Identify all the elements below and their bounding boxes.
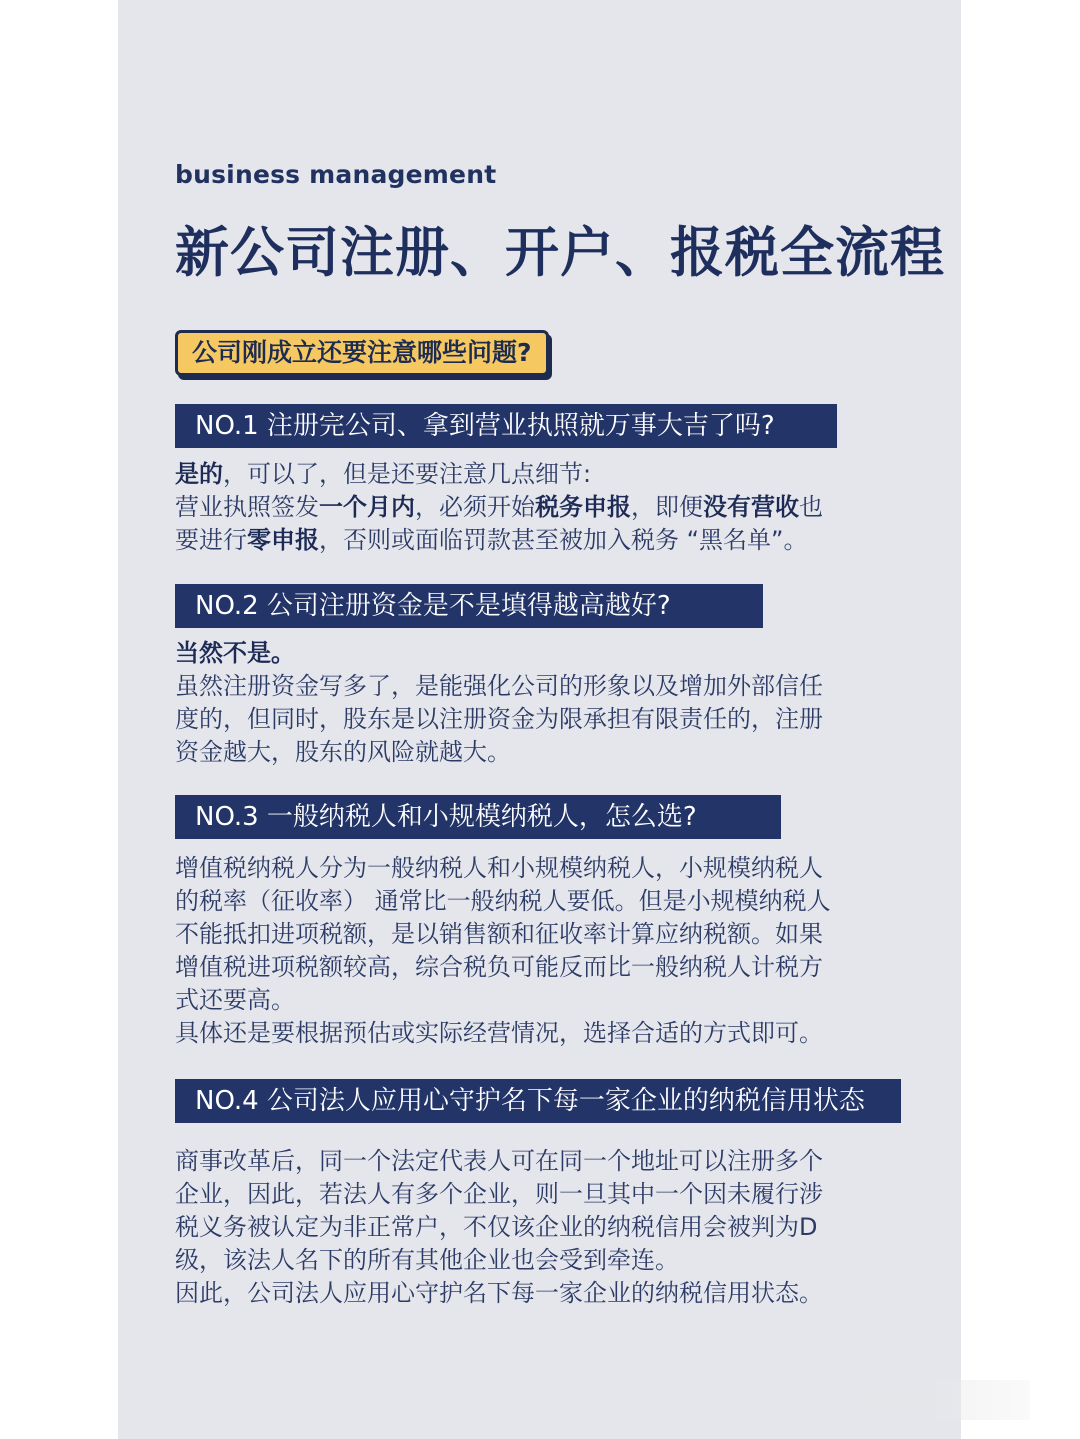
body-text: 也 (799, 493, 823, 521)
body-line (175, 984, 905, 1017)
body-text: 资金越大，股东的风险就越大。 (175, 738, 511, 766)
body-line (175, 1244, 905, 1277)
body-text: 级，该法人名下的所有其他企业也会受到牵连。 (175, 1246, 679, 1274)
body-text: 的税率（征收率） 通常比一般纳税人要低。但是小规模纳税人 (175, 887, 831, 915)
body-line (175, 1211, 905, 1244)
body-text: 具体还是要根据预估或实际经营情况，选择合适的方式即可。 (175, 1019, 823, 1047)
section-3-body (175, 852, 905, 1050)
body-line (175, 1178, 905, 1211)
section-2-heading: NO.2 公司注册资金是不是填得越高越好? (175, 584, 763, 628)
page-title: 新公司注册、开户、报税全流程 (175, 221, 945, 284)
body-line (175, 670, 905, 703)
emphasis-text: 零申报 (247, 526, 319, 554)
body-text: 企业，因此，若法人有多个企业，则一旦其中一个因未履行涉 (175, 1180, 823, 1208)
emphasis-text: 税务申报 (535, 493, 631, 521)
emphasis-text: 当然不是。 (175, 639, 295, 667)
body-line (175, 918, 905, 951)
section-4-body (175, 1145, 905, 1310)
body-line (175, 637, 905, 670)
body-line (175, 736, 905, 769)
body-line (175, 885, 905, 918)
section-3-heading: NO.3 一般纳税人和小规模纳税人，怎么选? (175, 795, 781, 839)
body-line (175, 524, 905, 557)
section-4-heading: NO.4 公司法人应用心守护名下每一家企业的纳税信用状态 (175, 1079, 901, 1123)
body-line (175, 1277, 905, 1310)
body-text: ，否则或面临罚款甚至被加入税务 “黑名单”。 (319, 526, 808, 554)
emphasis-text: 是的 (175, 460, 223, 488)
section-1-body (175, 458, 905, 557)
question-tag: 公司刚成立还要注意哪些问题? (175, 330, 549, 376)
body-text: 不能抵扣进项税额，是以销售额和征收率计算应纳税额。如果 (175, 920, 823, 948)
body-line (175, 852, 905, 885)
body-line (175, 951, 905, 984)
body-line (175, 1017, 905, 1050)
body-text: 税义务被认定为非正常户，不仅该企业的纳税信用会被判为D (175, 1213, 818, 1241)
subtitle: business management (175, 160, 497, 189)
watermark-blur (800, 1380, 1030, 1420)
emphasis-text: 一个月内 (319, 493, 415, 521)
body-text: ，必须开始 (415, 493, 535, 521)
body-text: 度的，但同时，股东是以注册资金为限承担有限责任的，注册 (175, 705, 823, 733)
body-text: ，即便 (631, 493, 703, 521)
body-text: 营业执照签发 (175, 493, 319, 521)
body-text: 商事改革后，同一个法定代表人可在同一个地址可以注册多个 (175, 1147, 823, 1175)
body-line (175, 458, 905, 491)
body-text: 式还要高。 (175, 986, 295, 1014)
section-2-body (175, 637, 905, 769)
body-line (175, 1145, 905, 1178)
body-line (175, 703, 905, 736)
body-text: 因此，公司法人应用心守护名下每一家企业的纳税信用状态。 (175, 1279, 823, 1307)
section-1-heading: NO.1 注册完公司、拿到营业执照就万事大吉了吗? (175, 404, 837, 448)
emphasis-text: 没有营收 (703, 493, 799, 521)
body-text: 虽然注册资金写多了，是能强化公司的形象以及增加外部信任 (175, 672, 823, 700)
body-line (175, 491, 905, 524)
body-text: 增值税纳税人分为一般纳税人和小规模纳税人，小规模纳税人 (175, 854, 823, 882)
body-text: 要进行 (175, 526, 247, 554)
body-text: ，可以了，但是还要注意几点细节: (223, 460, 592, 488)
body-text: 增值税进项税额较高，综合税负可能反而比一般纳税人计税方 (175, 953, 823, 981)
